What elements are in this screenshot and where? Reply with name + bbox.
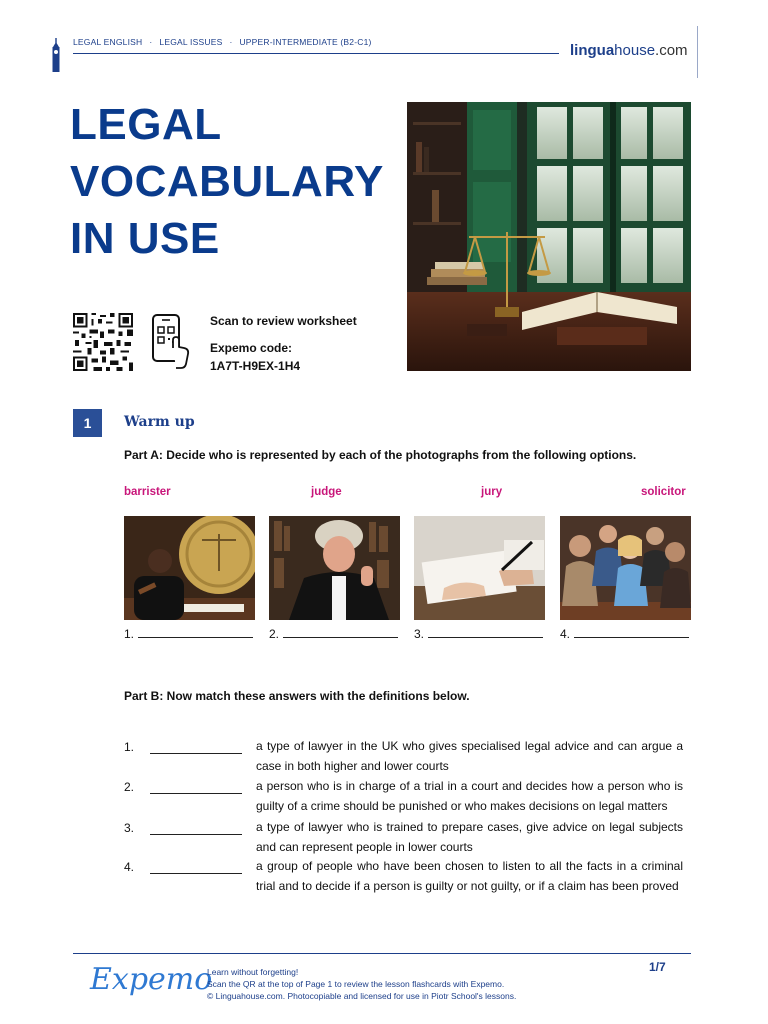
title-line-2: VOCABULARY bbox=[70, 157, 384, 206]
footer-notice bbox=[207, 966, 516, 1002]
qr-code[interactable] bbox=[73, 313, 133, 371]
answer-line-4[interactable] bbox=[574, 628, 689, 638]
breadcrumb-topic: LEGAL ISSUES bbox=[159, 37, 223, 47]
big-ben-icon bbox=[50, 38, 62, 72]
footer-divider bbox=[73, 953, 691, 954]
definition-text-2: a person who is in charge of a trial in a court and decides how a person who is guilty of a crime should be punished or who makes decisions on legal matters bbox=[256, 779, 683, 813]
expemo-code-label: Expemo code: bbox=[210, 341, 293, 355]
phone-scan-icon bbox=[151, 314, 191, 370]
header-vertical-rule bbox=[697, 26, 698, 78]
definition-text-4: a group of people who have been chosen to listen to all the facts in a criminal trial and to decide if a person is guilty or not guilty, or if a claim has been proved bbox=[256, 859, 683, 893]
breadcrumb-level: UPPER-INTERMEDIATE (B2-C1) bbox=[239, 37, 372, 47]
law-office-photo bbox=[407, 102, 691, 371]
definition-number-2: 2. bbox=[124, 780, 135, 794]
footer-instruction: Scan the QR at the top of Page 1 to review the lesson flashcards with Expemo. bbox=[207, 979, 505, 989]
definition-answer-line-1[interactable] bbox=[150, 740, 242, 754]
answer-blank-4[interactable]: 4. bbox=[560, 627, 689, 641]
title-line-1: LEGAL bbox=[70, 100, 222, 149]
part-a-instruction: Part A: Decide who is represented by each of the photographs from the following options. bbox=[124, 448, 637, 462]
definition-text-3: a type of lawyer who is trained to prepare cases, give advice on legal subjects and can represent people in lower courts bbox=[256, 820, 683, 854]
photo-1-judge-gavel bbox=[124, 516, 255, 620]
definition-answer-line-4[interactable] bbox=[150, 860, 242, 874]
option-judge: judge bbox=[311, 486, 342, 498]
footer-copyright: © Linguahouse.com. Photocopiable and licensed for use in Piotr School's lessons. bbox=[207, 991, 517, 1001]
expemo-code-value: 1A7T-H9EX-1H4 bbox=[210, 359, 301, 373]
definition-answer-line-3[interactable] bbox=[150, 821, 242, 835]
footer-tagline: Learn without forgetting! bbox=[207, 967, 299, 977]
answer-line-1[interactable] bbox=[138, 628, 253, 638]
option-jury: jury bbox=[481, 486, 503, 498]
linguahouse-logo[interactable]: linguahouse.com bbox=[570, 42, 688, 59]
definition-number-3: 3. bbox=[124, 821, 135, 835]
photo-3-hands-writing bbox=[414, 516, 545, 620]
qr-instructions bbox=[210, 312, 357, 375]
definition-answer-line-2[interactable] bbox=[150, 780, 242, 794]
header-divider bbox=[73, 53, 559, 54]
breadcrumb: LEGAL ENGLISH · LEGAL ISSUES · UPPER-INTERMEDIATE (B2-C1) bbox=[73, 37, 372, 47]
photo-2-barrister-wig bbox=[269, 516, 400, 620]
answer-blank-2[interactable]: 2. bbox=[269, 627, 398, 641]
definition-number-4: 4. bbox=[124, 860, 135, 874]
answer-line-2[interactable] bbox=[283, 628, 398, 638]
page-number: 1/7 bbox=[649, 960, 666, 974]
answer-blank-1[interactable]: 1. bbox=[124, 627, 253, 641]
option-barrister: barrister bbox=[124, 486, 171, 498]
part-b-instruction: Part B: Now match these answers with the definitions below. bbox=[124, 689, 470, 703]
title-line-3: IN USE bbox=[70, 214, 220, 263]
answer-line-3[interactable] bbox=[428, 628, 543, 638]
definition-number-1: 1. bbox=[124, 740, 135, 754]
answer-blank-3[interactable]: 3. bbox=[414, 627, 543, 641]
expemo-logo[interactable]: Expemo bbox=[90, 962, 213, 997]
breadcrumb-course: LEGAL ENGLISH bbox=[73, 37, 143, 47]
photo-4-jury bbox=[560, 516, 691, 620]
section-title: Warm up bbox=[124, 414, 195, 430]
definition-text-1: a type of lawyer in the UK who gives specialised legal advice and can argue a case in both higher and lower courts bbox=[256, 739, 683, 773]
option-solicitor: solicitor bbox=[641, 486, 686, 498]
section-number-badge: 1 bbox=[73, 409, 102, 437]
scan-label: Scan to review worksheet bbox=[210, 314, 357, 328]
page-title bbox=[70, 96, 384, 267]
